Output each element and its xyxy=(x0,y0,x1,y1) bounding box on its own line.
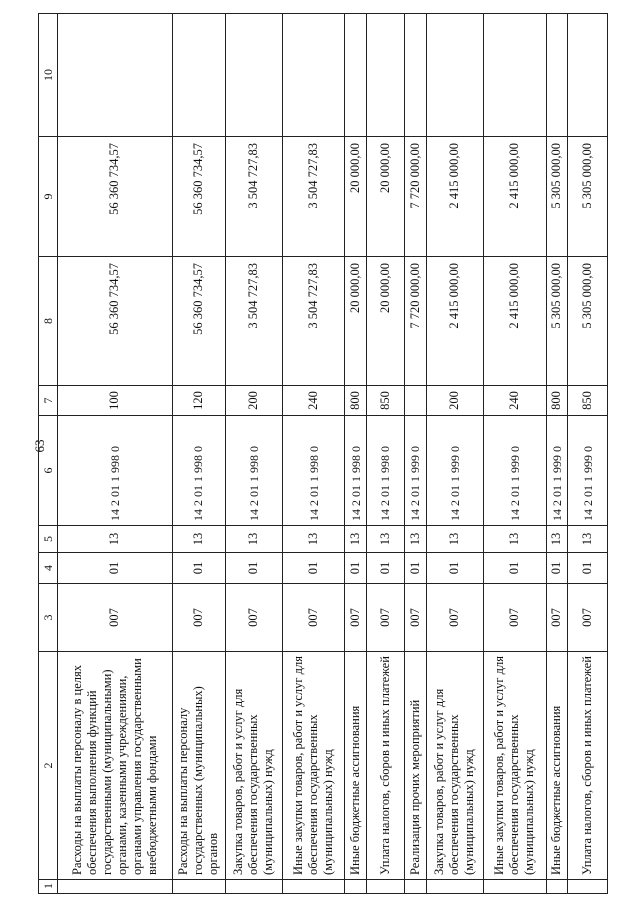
grbs-code: 007 xyxy=(345,584,367,652)
grbs-code: 007 xyxy=(484,584,547,652)
target-article-code: 14 2 01 1 998 0 xyxy=(58,416,173,526)
grbs-code: 007 xyxy=(546,584,568,652)
row-num-cell xyxy=(568,880,608,894)
col-num-5: 5 xyxy=(39,526,58,553)
target-article-code: 14 2 01 1 998 0 xyxy=(367,416,405,526)
amount-col-8: 20 000,00 xyxy=(345,257,367,386)
section-code: 01 xyxy=(426,553,483,584)
row-num-cell xyxy=(225,880,282,894)
table-row xyxy=(282,14,345,894)
amount-col-9: 56 360 734,57 xyxy=(172,137,225,257)
amount-col-8: 5 305 000,00 xyxy=(568,257,608,386)
section-code: 01 xyxy=(484,553,547,584)
amount-col-9: 20 000,00 xyxy=(367,137,405,257)
target-article-code: 14 2 01 1 999 0 xyxy=(404,416,426,526)
col-num-8: 8 xyxy=(39,257,58,386)
expense-name: Иные бюджетные ассигнования xyxy=(546,652,568,880)
section-code: 01 xyxy=(58,553,173,584)
section-code: 01 xyxy=(225,553,282,584)
table-row xyxy=(404,14,426,894)
amount-col-10 xyxy=(546,14,568,137)
target-article-code: 14 2 01 1 999 0 xyxy=(484,416,547,526)
col-num-6: 6 xyxy=(39,416,58,526)
subsection-code: 13 xyxy=(225,526,282,553)
expense-type-code xyxy=(404,386,426,416)
expense-type-code: 800 xyxy=(546,386,568,416)
subsection-code: 13 xyxy=(345,526,367,553)
grbs-code: 007 xyxy=(426,584,483,652)
expense-name: Иные закупки товаров, работ и услуг для обеспечения государственных (муниципальных) нужд xyxy=(282,652,345,880)
subsection-code: 13 xyxy=(58,526,173,553)
amount-col-8: 2 415 000,00 xyxy=(426,257,483,386)
subsection-code: 13 xyxy=(546,526,568,553)
target-article-code: 14 2 01 1 999 0 xyxy=(546,416,568,526)
grbs-code: 007 xyxy=(58,584,173,652)
target-article-code: 14 2 01 1 998 0 xyxy=(345,416,367,526)
row-num-cell xyxy=(404,880,426,894)
amount-col-9: 2 415 000,00 xyxy=(484,137,547,257)
budget-table xyxy=(38,13,608,894)
expense-name: Уплата налогов, сборов и иных платежей xyxy=(568,652,608,880)
amount-col-10 xyxy=(484,14,547,137)
subsection-code: 13 xyxy=(172,526,225,553)
expense-name: Закупка товаров, работ и услуг для обеспечения государственных (муниципальных) нужд xyxy=(225,652,282,880)
amount-col-8: 20 000,00 xyxy=(367,257,405,386)
grbs-code: 007 xyxy=(282,584,345,652)
section-code: 01 xyxy=(345,553,367,584)
col-num-9: 9 xyxy=(39,137,58,257)
expense-type-code: 200 xyxy=(426,386,483,416)
table-row xyxy=(225,14,282,894)
section-code: 01 xyxy=(404,553,426,584)
amount-col-10 xyxy=(282,14,345,137)
amount-col-9: 20 000,00 xyxy=(345,137,367,257)
section-code: 01 xyxy=(282,553,345,584)
amount-col-8: 2 415 000,00 xyxy=(484,257,547,386)
expense-name: Расходы на выплаты персоналу в целях обеспечения выполнения функций государственными (муниципальными) органами, казенными учреждениями, органами управления государственными внебюджетными фондами xyxy=(58,652,173,880)
expense-type-code: 120 xyxy=(172,386,225,416)
target-article-code: 14 2 01 1 998 0 xyxy=(282,416,345,526)
col-num-3: 3 xyxy=(39,584,58,652)
row-num-cell xyxy=(58,880,173,894)
row-num-cell xyxy=(172,880,225,894)
table-row xyxy=(367,14,405,894)
column-number-row xyxy=(39,14,58,894)
amount-col-8: 7 720 000,00 xyxy=(404,257,426,386)
expense-type-code: 850 xyxy=(367,386,405,416)
table-row xyxy=(426,14,483,894)
section-code: 01 xyxy=(568,553,608,584)
table-row xyxy=(345,14,367,894)
expense-type-code: 850 xyxy=(568,386,608,416)
amount-col-10 xyxy=(172,14,225,137)
row-num-cell xyxy=(367,880,405,894)
col-num-2: 2 xyxy=(39,652,58,880)
table-row xyxy=(484,14,547,894)
amount-col-9: 3 504 727,83 xyxy=(282,137,345,257)
subsection-code: 13 xyxy=(484,526,547,553)
expense-type-code: 240 xyxy=(282,386,345,416)
page-number: 63 xyxy=(32,439,47,453)
grbs-code: 007 xyxy=(367,584,405,652)
amount-col-10 xyxy=(568,14,608,137)
rotated-table-container xyxy=(38,14,608,894)
amount-col-10 xyxy=(225,14,282,137)
table-row xyxy=(546,14,568,894)
expense-name: Закупка товаров, работ и услуг для обеспечения государственных (муниципальных) нужд xyxy=(426,652,483,880)
col-num-7: 7 xyxy=(39,386,58,416)
target-article-code: 14 2 01 1 999 0 xyxy=(426,416,483,526)
amount-col-9: 2 415 000,00 xyxy=(426,137,483,257)
row-num-cell xyxy=(484,880,547,894)
row-num-cell xyxy=(282,880,345,894)
expense-name: Расходы на выплаты персоналу государственных (муниципальных) органов xyxy=(172,652,225,880)
subsection-code: 13 xyxy=(282,526,345,553)
target-article-code: 14 2 01 1 999 0 xyxy=(568,416,608,526)
col-num-10: 10 xyxy=(39,14,58,137)
amount-col-8: 56 360 734,57 xyxy=(172,257,225,386)
subsection-code: 13 xyxy=(404,526,426,553)
amount-col-10 xyxy=(58,14,173,137)
expense-name: Иные бюджетные ассигнования xyxy=(345,652,367,880)
grbs-code: 007 xyxy=(568,584,608,652)
row-num-cell xyxy=(546,880,568,894)
expense-name: Иные закупки товаров, работ и услуг для обеспечения государственных (муниципальных) нужд xyxy=(484,652,547,880)
target-article-code: 14 2 01 1 998 0 xyxy=(172,416,225,526)
grbs-code: 007 xyxy=(225,584,282,652)
expense-type-code: 200 xyxy=(225,386,282,416)
amount-col-10 xyxy=(367,14,405,137)
amount-col-9: 5 305 000,00 xyxy=(546,137,568,257)
amount-col-9: 3 504 727,83 xyxy=(225,137,282,257)
amount-col-9: 5 305 000,00 xyxy=(568,137,608,257)
rotated-page-area xyxy=(38,14,608,894)
expense-name: Реализация прочих мероприятий xyxy=(404,652,426,880)
expense-type-code: 800 xyxy=(345,386,367,416)
col-num-4: 4 xyxy=(39,553,58,584)
expense-type-code: 100 xyxy=(58,386,173,416)
section-code: 01 xyxy=(172,553,225,584)
grbs-code: 007 xyxy=(172,584,225,652)
subsection-code: 13 xyxy=(426,526,483,553)
amount-col-8: 3 504 727,83 xyxy=(282,257,345,386)
expense-name: Уплата налогов, сборов и иных платежей xyxy=(367,652,405,880)
section-code: 01 xyxy=(367,553,405,584)
amount-col-10 xyxy=(404,14,426,137)
table-row xyxy=(172,14,225,894)
amount-col-9: 56 360 734,57 xyxy=(58,137,173,257)
section-code: 01 xyxy=(546,553,568,584)
row-num-cell xyxy=(345,880,367,894)
amount-col-10 xyxy=(426,14,483,137)
amount-col-10 xyxy=(345,14,367,137)
grbs-code: 007 xyxy=(404,584,426,652)
row-num-cell xyxy=(426,880,483,894)
table-row xyxy=(58,14,173,894)
table-row xyxy=(568,14,608,894)
amount-col-9: 7 720 000,00 xyxy=(404,137,426,257)
expense-type-code: 240 xyxy=(484,386,547,416)
target-article-code: 14 2 01 1 998 0 xyxy=(225,416,282,526)
col-num-1: 1 xyxy=(39,880,58,894)
amount-col-8: 56 360 734,57 xyxy=(58,257,173,386)
amount-col-8: 3 504 727,83 xyxy=(225,257,282,386)
amount-col-8: 5 305 000,00 xyxy=(546,257,568,386)
subsection-code: 13 xyxy=(367,526,405,553)
subsection-code: 13 xyxy=(568,526,608,553)
